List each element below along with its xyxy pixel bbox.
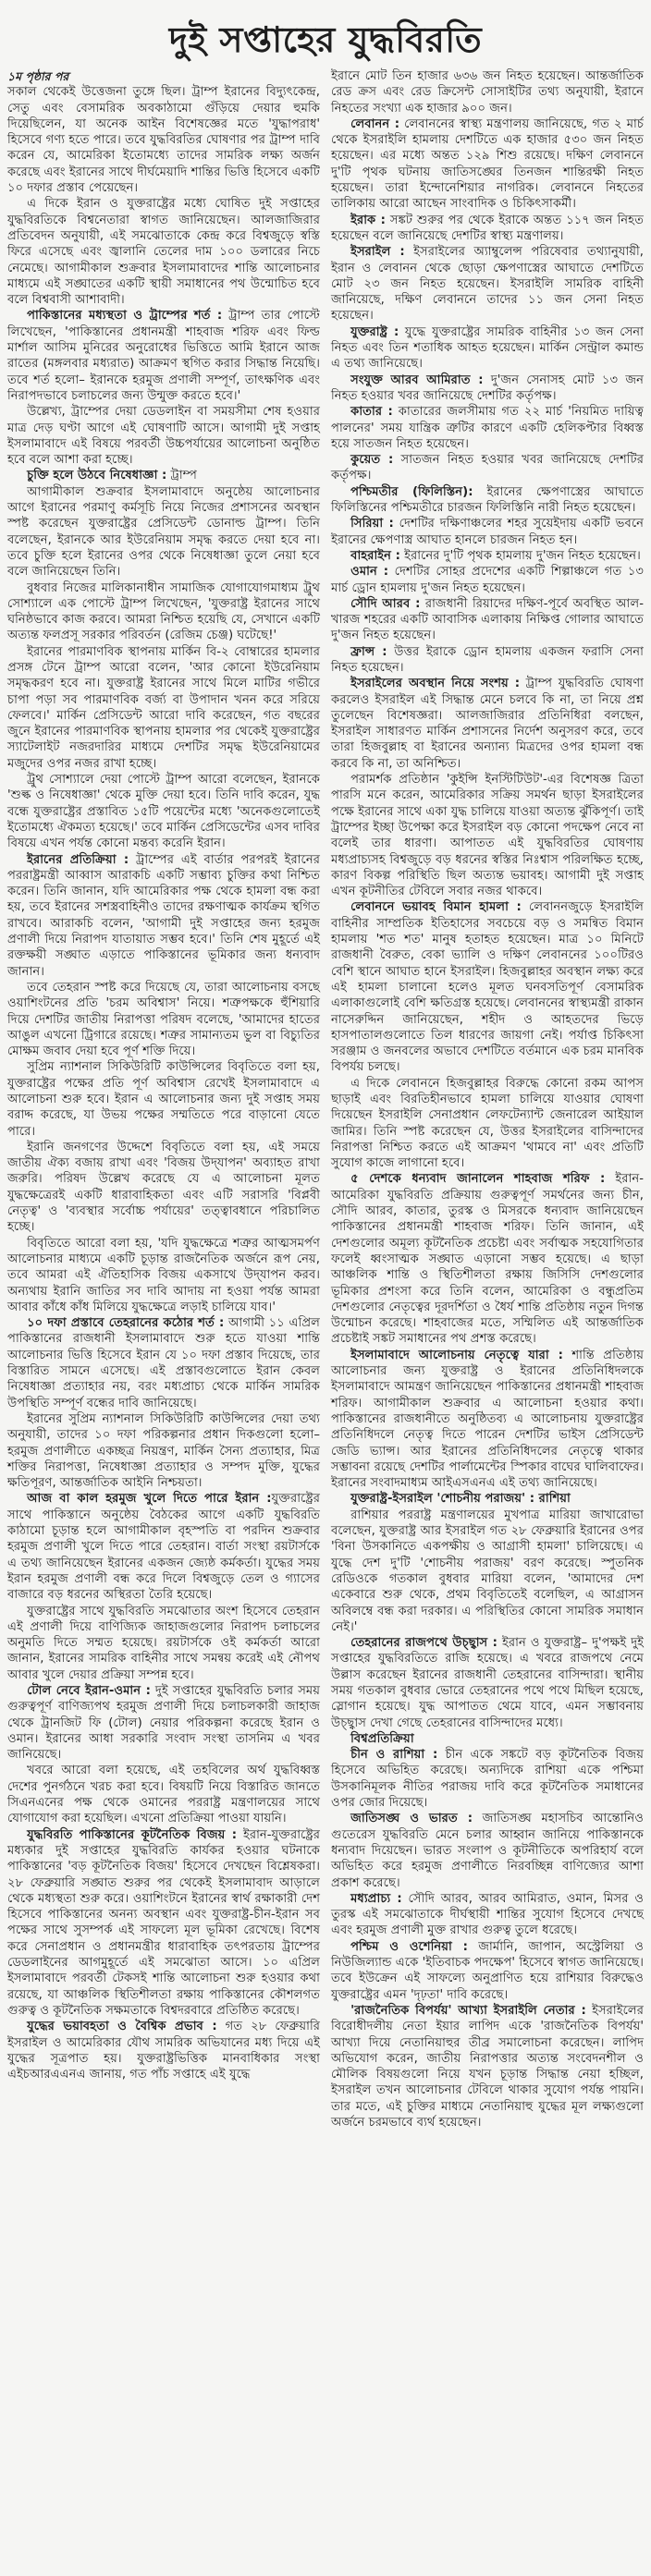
paragraph-subhead: সিরিয়া : (350, 517, 394, 531)
paragraph-text: উত্তর ইরাকে ড্রোন হামলায় একজন ফরাসি সেনা নিহত হয়েছেন। (331, 644, 644, 675)
article-paragraph (331, 516, 644, 548)
article-paragraph (331, 676, 644, 772)
paragraph-text: ট্রাম্প যুদ্ধবিরতি ঘোষণা করলেও ইসরাইল এই সিদ্ধান্ত মেনে চলবে কি না, তা নিয়ে প্রশ্ন তুলেছেন বিশেষজ্ঞরা। আলজাজিরার প্রতিনিধিরা বলছেন, ইসরাইল সাধারণত মার্কিন প্রশাসনের নির্দেশ অনুসরণ করে, তবে তারা হিজবুল্লাহ বা ইরানের অন্যান্য মিত্রদের ওপর হামলা বন্ধ করবে কি না, তা অনিশ্চিত। (331, 677, 644, 771)
paragraph-text: এ দিকে লেবাননে হিজবুল্লাহর বিরুদ্ধে কোনো রকম আপস ছাড়াই এবং বিরতিহীনভাবে হামলা চালিয়ে যাওয়ার ঘোষণা দিয়েছেন ইসরাইলি সেনাপ্রধান লেফটেন্যান্ট জেনারেল আইয়াল জামির। তিনি স্পষ্ট করেছেন যে, উত্তর ইসরাইলের বাসিন্দাদের নিরাপত্তা নিশ্চিত করতে এই আক্রমণ 'থামবে না' এবং প্রতিটি সুযোগ কাজে লাগানো হবে। (331, 1076, 644, 1171)
paragraph-text: ইরানি জনগণের উদ্দেশে বিবৃতিতে বলা হয়, এই সময়ে জাতীয় ঐক্য বজায় রাখা এবং 'বিজয় উদ্‌যাপন' অব্যাহত রাখা জরুরি। পরিষদ উল্লেখ করেছে যে এ আলোচনা মূলত যুদ্ধক্ষেত্রেরই একটি ধারাবাহিকতা এবং এটি সরাসরি 'বিপ্লবী নেতৃত্ব' ও 'ব্যবস্থার সর্বোচ্চ পর্যায়ের' তত্ত্বাবধানে পরিচালিত হচ্ছে। (7, 1140, 320, 1235)
paragraph-text: গত ২৮ ফেব্রুয়ারি ইসরাইল ও আমেরিকার যৌথ সামরিক অভিযানের মধ্য দিয়ে এই যুদ্ধের সূত্রপাত হয়। যুক্তরাষ্ট্রভিত্তিক মানবাধিকার সংস্থা এইচআরএএনএ জানায়, গত পাঁচ সপ্তাহে এই যুদ্ধে (7, 2020, 320, 2082)
paragraph-text: সাতজন নিহত হওয়ার খবর জানিয়েছে দেশটির কর্তৃপক্ষ। (331, 453, 644, 483)
paragraph-subhead: ৫ দেশকে ধন্যবাদ জানালেন শাহবাজ শরিফ : (350, 1172, 606, 1187)
paragraph-text: ট্রাম্পের এই বার্তার পরপরই ইরানের পররাষ্ট্রমন্ত্রী আব্বাস আরাকচি একটি সম্ভাব্য চুক্তির কথা নিশ্চিত করেন। তিনি জানান, যদি আমেরিকার পক্ষ থেকে হামলা বন্ধ করা হয়, তবে ইরানের সশস্ত্রবাহিনীও তাদের রক্ষণাত্মক কার্যক্রম স্থগিত রাখবে। আরাকচি বলেন, 'আগামী দুই সপ্তাহের জন্য হরমুজ প্রণালী দিয়ে নিরাপদ যাতায়াত সম্ভব হবে।' তিনি শেষ মুহূর্তে এই রক্তক্ষয়ী সঙ্ঘাত এড়াতে পাকিস্তানের ভূমিকার জন্য ধন্যবাদ জানান। (7, 852, 320, 979)
paragraph-subhead: চীন ও রাশিয়া : (350, 1748, 438, 1763)
paragraph-subhead: যুদ্ধবিরতি পাকিস্তানের কূটনৈতিক বিজয় : (27, 1827, 238, 1842)
paragraph-text: ইসরাইলের অ্যাম্বুলেন্স পরিষেবার তথ্যানুযায়ী, ইরান ও লেবানন থেকে ছোড়া ক্ষেপণাস্ত্রের আঘাতে দেশটিতে মোট ২৩ জন নিহত হয়েছেন। ইসরাইলি সামরিক বাহিনী জানিয়েছে, দক্ষিণ লেবাননে তাদের ১১ জন সেনা নিহত হয়েছেন। (331, 245, 644, 324)
paragraph-text: কাতারের জলসীমায় গত ২২ মার্চ 'নিয়মিত দায়িত্ব পালনের' সময় যান্ত্রিক ত্রুটির কারণে একটি হেলিকপ্টার বিধ্বস্ত হয়ে সাতজন নিহত হয়েছেন। (331, 405, 644, 451)
article-paragraph (7, 468, 320, 483)
article-paragraph (7, 772, 320, 851)
paragraph-text: লেবাননের স্বাস্থ্য মন্ত্রণালয় জানিয়েছে, গত ২ মার্চ থেকে ইসরাইলি হামলায় দেশটিতে এক হাজার ৫৩০ জন নিহত হয়েছেন। এর মধ্যে অন্তত ১২৯ শিশু রয়েছে। দক্ষিণ লেবাননে দু'টি পৃথক ঘটনায় জাতিসঙ্ঘের তিনজন শান্তিরক্ষী নিহত হয়েছেন। তারা ইন্দোনেশিয়ার নাগরিক। লেবাননে নিহতের তালিকায় আরো আছেন সাংবাদিক ও চিকিৎসাকর্মী। (331, 116, 644, 212)
article-paragraph (7, 84, 320, 196)
article-paragraph (7, 2019, 320, 2082)
article-paragraph (331, 324, 644, 372)
article-paragraph (7, 580, 320, 644)
paragraph-subhead: ফ্রান্স : (350, 644, 387, 659)
paragraph-text: ইরানের পারমাণবিক স্থাপনায় মার্কিন বি-২ বোম্বারের হামলার প্রসঙ্গ টেনে ট্রাম্প আরো বলেন, 'আর কোনো ইউরেনিয়াম সমৃদ্ধকরণ হবে না। যুক্তরাষ্ট্র ইরানের সাথে মিলে মাটির গভীরে চাপা পড়া সব পারমাণবিক বর্জ্য বা উপাদান খনন করে সরিয়ে ফেলবে।' মার্কিন প্রেসিডেন্ট আরো দাবি করেছেন, গত বছরের জুনে ইরানের পারমাণবিক স্থাপনায় হামলার পর থেকেই যুক্তরাষ্ট্রের স্যাটেলাইট নজরদারির মাধ্যমে দেশটির সমৃদ্ধ ইউরেনিয়ামের মজুদের ওপর নজর রাখা হচ্ছে। (7, 644, 320, 771)
paragraph-subhead: আজ বা কাল হরমুজ খুলে দিতে পারে ইরান : (27, 1492, 272, 1507)
article-body (0, 63, 651, 2130)
article-paragraph (7, 1059, 320, 1139)
paragraph-text: উল্লেখ্য, ট্রাম্পের দেয়া ডেডলাইন বা সময়সীমা শেষ হওয়ার মাত্র দেড় ঘণ্টা আগে এই ঘোষণাটি আসে। আগামী দুই সপ্তাহ ইসলামাবাদে এই বিষয়ে পরবর্তী উচ্চপর্যায়ের আলোচনা অনুষ্ঠিত হবে বলে আশা করা হচ্ছে। (7, 405, 320, 468)
left-column (7, 68, 320, 2130)
article-paragraph (331, 1811, 644, 1890)
paragraph-text: ইরানের সুপ্রিম ন্যাশনাল সিকিউরিটি কাউন্সিলের দেয়া তথ্য অনুযায়ী, তাদের ১০ দফা পরিকল্পনার প্রধান দিকগুলো হলো– হরমুজ প্রণালীতে একচ্ছত্র নিয়ন্ত্রণ, মার্কিন সৈন্য প্রত্যাহার, মিত্র শক্তির নিরাপত্তা, নিষেধাজ্ঞা প্রত্যাহার ও সম্পদ মুক্তি, যুদ্ধের ক্ষতিপূরণ, আন্তর্জাতিক আইনি নিশ্চয়তা। (7, 1411, 320, 1491)
article-paragraph (7, 1604, 320, 1683)
article-paragraph (331, 244, 644, 324)
paragraph-text: যুক্তরাষ্ট্রের সাথে পাকিস্তানে অনুষ্ঠেয় বৈঠকের আগে একটি যুদ্ধবিরতি কাঠামো চূড়ান্ত হলে আগামীকাল বৃহস্পতি বা পরদিন শুক্রবার হরমুজ প্রণালী খুলে দিতে পারে তেহরান। বার্তা সংস্থা রয়টার্সকে এ তথ্য জানিয়েছেন ইরানের একজন জ্যেষ্ঠ কর্মকর্তা। যুদ্ধের সময় ইরান হরমুজ প্রণালী বন্ধ করে দিলে বিশ্বজুড়ে তেল ও গ্যাসের বাজারে বড় ধরনের অস্থিরতা তৈরি হয়েছে। (7, 1492, 320, 1603)
paragraph-text: আগামী ১১ এপ্রিল পাকিস্তানের রাজধানী ইসলামাবাদে শুরু হতে যাওয়া শান্তি আলোচনার ভিত্তি হিসেবে ইরান যে ১০ দফা প্রস্তাব দিয়েছে, তার বিস্তারিত সামনে এসেছে। এই প্রস্তাবগুলোতে ইরান কেবল নিষেধাজ্ঞা প্রত্যাহার নয়, বরং মধ্যপ্রাচ্য থেকে মার্কিন সামরিক উপস্থিতি সম্পূর্ণ বন্ধের দাবি জানিয়েছে। (7, 1316, 320, 1410)
paragraph-text: যুক্তরাষ্ট্রের সাথে যুদ্ধবিরতি সমঝোতার অংশ হিসেবে তেহরান এই প্রণালী দিয়ে বাণিজ্যিক জাহাজগুলোর নিরাপদ চলাচলের অনুমতি দিতে সম্মত হয়েছে। রয়টার্সকে ওই কর্মকর্তা আরো জানান, ইরানের সামরিক বাহিনীর সাথে সমন্বয় করেই এই নৌপথ আবার খুলে দেয়ার প্রক্রিয়া সম্পন্ন হবে। (7, 1604, 320, 1682)
paragraph-text: ইরান-যুক্তরাষ্ট্রের মধ্যকার দুই সপ্তাহের যুদ্ধবিরতি কার্যকর হওয়ার ঘটনাকে পাকিস্তানের 'বড় কূটনৈতিক বিজয়' হিসেবে দেখছেন বিশ্লেষকরা। ২৮ ফেব্রুয়ারি সঙ্ঘাত শুরুর পর থেকেই ইসলামাবাদ আড়ালে থেকে মধ্যস্থতা শুরু করে। ওয়াশিংটনে ইরানের স্বার্থ রক্ষাকারী দেশ হিসেবে পাকিস্তানের অনন্য অবস্থান এবং যুক্তরাষ্ট্র-চীন-ইরান সব পক্ষের সাথে সুসম্পর্ক এই সাফল্যে মূল ভূমিকা রেখেছে। বিশেষ করে সেনাপ্রধান ও প্রধানমন্ত্রীর ধারাবাহিক তৎপরতায় ট্রাম্পের ডেডলাইনের আগমুহূর্তে এই সমঝোতা আসে। ১০ এপ্রিল ইসলামাবাদে পরবর্তী টেকসই শান্তি আলোচনা শুরু হওয়ার কথা রয়েছে, যা আঞ্চলিক স্থিতিশীলতা রক্ষায় পাকিস্তানের কৌশলগত গুরুত্ব ও কূটনৈতিক সক্ষমতাকে বিশ্বদরবারে প্রতিষ্ঠিত করেছে। (7, 1827, 320, 2018)
article-paragraph (331, 452, 644, 484)
paragraph-text: সুপ্রিম ন্যাশনাল সিকিউরিটি কাউন্সিলের বিবৃতিতে বলা হয়, যুক্তরাষ্ট্রের পক্ষের প্রতি পূর্ণ অবিশ্বাস রেখেই ইসলামাবাদে এ আলোচনা শুরু হবে। ইরান এ আলোচনার জন্য দুই সপ্তাহ সময় বরাদ্দ করেছে, যা উভয় পক্ষের সম্মতিতে পরে বাড়ানো যেতে পারে। (7, 1060, 320, 1139)
continued-from-label: ১ম পৃষ্ঠার পর (7, 69, 69, 83)
article-paragraph (331, 1348, 644, 1492)
paragraph-text: চীন একে সঙ্কটে বড় কূটনৈতিক বিজয় হিসেবে অভিহিত করেছে। অন্যদিকে রাশিয়া একে পশ্চিমা উসকানিমূলক নীতির পরাজয় দাবি করে কূটনৈতিক সমাধানের ওপর জোর দিয়েছে। (331, 1748, 644, 1811)
paragraph-text: দেশটির সোহর প্রদেশের একটি শিল্পাঞ্চলে গত ১৩ মার্চ ড্রোন হামলায় দু'জন নিহত হয়েছেন। (331, 565, 645, 595)
article-paragraph (331, 1747, 644, 1811)
paragraph-subhead: পশ্চিম ও ওশেনিয়া : (350, 1939, 468, 1954)
article-paragraph (7, 196, 320, 308)
paragraph-subhead: ইরাক : (350, 213, 386, 227)
article-paragraph (7, 308, 320, 404)
article-paragraph (331, 596, 644, 644)
article-paragraph (331, 644, 644, 677)
article-paragraph (331, 772, 644, 899)
paragraph-subhead: ১০ দফা প্রস্তাবে তেহরানের কঠোর শর্ত : (27, 1316, 225, 1331)
paragraph-text: শান্তি প্রতিষ্ঠায় আলোচনার জন্য যুক্তরাষ্ট্র ও ইরানের প্রতিনিধিদলকে ইসলামাবাদে আমন্ত্রণ জানিয়েছেন পাকিস্তানের প্রধানমন্ত্রী শাহবাজ শরিফ। আগামীকাল শুক্রবার এ আলোচনা হওয়ার কথা। পাকিস্তানের রাজধানীতে অনুষ্ঠিতব্য এ আলোচনায় যুক্তরাষ্ট্রের প্রতিনিধিদলে নেতৃত্ব দিতে পারেন দেশটির ভাইস প্রেসিডেন্ট জেডি ভ্যান্স। আর ইরানের প্রতিনিধিদলের নেতৃত্বে থাকার সম্ভাবনা রয়েছে দেশটির পার্লামেন্টের স্পিকার বাঘের ঘালিবাফের। ইরানের সংবাদমাধ্যম আইএসএনএ এই তথ্য জানিয়েছে। (331, 1348, 644, 1491)
paragraph-subhead: বিশ্বপ্রতিক্রিয়া (350, 1731, 414, 1746)
article-paragraph (331, 484, 644, 517)
paragraph-subhead: ইসরাইল : (350, 245, 405, 260)
paragraph-text: ট্রাম্প তার পোস্টে লিখেছেন, 'পাকিস্তানের প্রধানমন্ত্রী শাহবাজ শরিফ এবং ফিল্ড মার্শাল আসিম মুনিরের অনুরোধের ভিত্তিতে আমি ইরানে আজ রাতের (মঙ্গলবার মধ্যরাত) আক্রমণ স্থগিত করার সিদ্ধান্ত নিয়েছি। তবে শর্ত হলো– ইরানকে হরমুজ প্রণালী সম্পূর্ণ, তাৎক্ষণিক এবং নিরাপদভাবে চলাচলের জন্য উন্মুক্ত করতে হবে।' (7, 309, 320, 403)
paragraph-text: জাতিসঙ্ঘ মহাসচিব আন্তোনিও গুতেরেস যুদ্ধবিরতি মেনে চলার আহ্বান জানিয়ে পাকিস্তানকে ধন্যবাদ দিয়েছেন। ভারত সংলাপ ও কূটনীতিকে অপরিহার্য বলে অভিহিত করে হরমুজ প্রণালীতে নিরবচ্ছিন্ন বাণিজ্যের আশা প্রকাশ করেছে। (331, 1812, 644, 1890)
paragraph-text: ট্রাম্প (166, 469, 198, 483)
paragraph-text: যুদ্ধে যুক্তরাষ্ট্রের সামরিক বাহিনীর ১৩ জন সেনা নিহত এবং তিন শতাধিক আহত হয়েছেন। মার্কিন সেন্ট্রাল কমান্ড এ তথ্য জানিয়েছে। (331, 324, 644, 372)
paragraph-subhead: বাহরাইন : (350, 548, 400, 563)
article-paragraph (331, 372, 644, 405)
paragraph-subhead: ওমান : (350, 565, 389, 580)
paragraph-subhead: পশ্চিমতীর (ফিলিস্তিন): (350, 484, 473, 499)
paragraph-text: দু'জন সেনাসহ মোট ১৩ জন নিহত হওয়ার খবর জানিয়েছে দেশটির কর্তৃপক্ষ। (331, 372, 644, 403)
paragraph-text: জার্মানি, জাপান, অস্ট্রেলিয়া ও নিউজিল্যান্ড একে 'ইতিবাচক পদক্ষেপ' হিসেবে স্বাগত জানিয়েছে। তবে ইউক্রেন এই সাফল্যে অনুপ্রাণিত হয়ে রাশিয়ার বিরুদ্ধেও যুক্তরাষ্ট্রের এমন 'দৃঢ়তা' দাবি করেছে। (331, 1939, 645, 2002)
article-paragraph (331, 404, 644, 452)
article-paragraph (7, 1827, 320, 2020)
paragraph-subhead: যুক্তরাষ্ট্র : (350, 324, 399, 339)
paragraph-text: ইসরাইলের বিরোধীদলীয় নেতা ইয়ার লাপিদ একে 'রাজনৈতিক বিপর্যয়' আখ্যা দিয়ে নেতানিয়াহুর তীব্র সমালোচনা করেছেন। লাপিদ অভিযোগ করেন, জাতীয় নিরাপত্তার অত্যন্ত সংবেদনশীল ও মৌলিক বিষয়গুলো নিয়ে যখন চূড়ান্ত সিদ্ধান্ত নেয়া হচ্ছিল, ইসরাইল তখন আলোচনার টেবিলে থাকার সুযোগ পর্যন্ত পায়নি। তার মতে, এই চুক্তির মাধ্যমে নেতানিয়াহু যুদ্ধের মূল লক্ষ্যগুলো অর্জনে চরমভাবে ব্যর্থ হয়েছেন। (331, 2003, 644, 2130)
article-paragraph (331, 116, 644, 213)
article-paragraph (7, 1763, 320, 1826)
paragraph-subhead: পাকিস্তানের মধ্যস্থতা ও ট্রাম্পের শর্ত : (27, 309, 223, 324)
paragraph-text: ইরান ও যুক্তরাষ্ট্র– দু'পক্ষই দুই সপ্তাহের যুদ্ধবিরতিতে রাজি হয়েছে। এ খবরে রাজপথে নেমে উল্লাস করেছেন ইরানের রাজধানী তেহরানের বাসিন্দারা। স্থানীয় সময় গতকাল বুধবার ভোরে তেহরানের পথে পথে মিছিল হয়েছে, স্লোগান হয়েছে। যুদ্ধ আপাতত থেমে যাবে, এমন সম্ভাবনায় উচ্ছ্বাস দেখা গেছে তেহরানের বাসিন্দাদের মধ্যে। (331, 1636, 645, 1730)
article-paragraph (331, 548, 644, 564)
article-paragraph (7, 404, 320, 468)
article-paragraph (331, 1939, 644, 2003)
paragraph-subhead: ইসলামাবাদে আলোচনায় নেতৃত্বে যারা : (350, 1348, 563, 1362)
paragraph-text: রাজধানী রিয়াদের দক্ষিণ-পূর্বে অবস্থিত আল-খারজ শহরের একটি আবাসিক এলাকায় নিক্ষিপ্ত গোলার আঘাতে দু'জন নিহত হয়েছেন। (331, 596, 644, 643)
paragraph-text: সৌদি আরব, আরব আমিরাত, ওমান, মিসর ও তুরস্ক এই সমঝোতাকে দীর্ঘস্থায়ী শান্তির সুযোগ হিসেবে দেখছে এবং হরমুজ প্রণালী মুক্ত রাখার গুরুত্ব তুলে ধরেছে। (331, 1891, 644, 1938)
paragraph-text: দুই সপ্তাহের যুদ্ধবিরতি চলার সময় গুরুত্বপূর্ণ বাণিজ্যপথ হরমুজ প্রণালী দিয়ে চলাচলকারী জাহাজ থেকে ট্রানজিট ফি (টোল) নেয়ার পরিকল্পনা করেছে ইরান ও ওমান। ইরানের আধা সরকারি সংবাদ সংস্থা তাসনিম এ খবর জানিয়েছে। (7, 1683, 320, 1763)
paragraph-text: ইরান-আমেরিকা যুদ্ধবিরতি প্রক্রিয়ায় গুরুত্বপূর্ণ সমর্থনের জন্য চীন, সৌদি আরব, কাতার, তুরস্ক ও মিসরকে ধন্যবাদ জানিয়েছেন পাকিস্তানের প্রধানমন্ত্রী শাহবাজ শরিফ। তিনি জানান, এই দেশগুলোর অমূল্য কূটনৈতিক প্রচেষ্টা এবং সর্বাত্মক সহযোগিতার ফলেই ধ্বংসাত্মক সঙ্ঘাত এড়ানো সম্ভব হয়েছে। এ ছাড়া আঞ্চলিক শান্তি ও স্থিতিশীলতা রক্ষায় জিসিসি দেশগুলোর ভূমিকার প্রশংসা করে তিনি বলেন, আমেরিকা ও বন্ধুপ্রতিম দেশগুলোর নেতৃত্বের দূরদর্শিতা ও ধৈর্য শান্তি প্রতিষ্ঠায় নতুন দিগন্ত উন্মোচন করেছে। শাহবাজের মতে, সম্মিলিত এই আন্তর্জাতিক প্রচেষ্টাই সঙ্কট সমাধানের পথ প্রশস্ত করেছে। (331, 1172, 644, 1347)
article-paragraph (331, 1891, 644, 1939)
article-paragraph (331, 68, 644, 116)
paragraph-subhead: কুয়েত : (350, 453, 394, 468)
paragraph-text: দেশটির দক্ষিণাঞ্চলের শহর সুয়েইদায় একটি ভবনে ইরানের ক্ষেপণাস্ত্র আঘাত হানলে চারজন নিহত হন। (331, 517, 644, 547)
paragraph-text: লেবাননজুড়ে ইসরাইলি বাহিনীর সাম্প্রতিক ইতিহাসের সবচেয়ে বড় ও সমন্বিত বিমান হামলায় 'শত শত' মানুষ হতাহত হয়েছেন। মাত্র ১০ মিনিটে রাজধানী বৈরুত, বেকা ভ্যালি ও দক্ষিণ লেবাননের ১০০টিরও বেশি স্থানে আঘাত হানে ইসরাইল। হিজবুল্লাহর অবস্থান লক্ষ্য করে এই হামলা চালানো হলেও মূলত ঘনবসতিপূর্ণ বেসামরিক এলাকাগুলোই বেশি ক্ষতিগ্রস্ত হয়েছে। লেবাননের স্বাস্থ্যমন্ত্রী রাকান নাসেরুদ্দিন জানিয়েছেন, শহীদ ও আহতদের ভিড়ে হাসপাতালগুলোতে তিল ধারণের জায়গা নেই। পর্যাপ্ত চিকিৎসা সরঞ্জাম ও জনবলের অভাবে দেশটিতে বর্তমানে এক চরম মানবিক বিপর্যয় চলছে। (331, 900, 644, 1075)
article-paragraph (331, 564, 644, 596)
paragraph-text: বুধবার নিজের মালিকানাধীন সামাজিক যোগাযোগমাধ্যম ট্রুথ সোশ্যালে এক পোস্টে ট্রাম্প লিখেছেন, 'যুক্তরাষ্ট্র ইরানের সাথে ঘনিষ্ঠভাবে কাজ করবে। আমরা নিশ্চিত হয়েছি যে, সেখানে একটি অত্যন্ত ফলপ্রসূ সরকার পরিবর্তন (রেজিম চেঞ্জ) ঘটেছে!' (7, 580, 320, 643)
paragraph-text: রাশিয়ার পররাষ্ট্র মন্ত্রণালয়ের মুখপাত্র মারিয়া জাখারোভা বলেছেন, যুক্তরাষ্ট্র আর ইসরাইল গত ২৮ ফেব্রুয়ারি ইরানের ওপর 'বিনা উসকানিতে একপক্ষীয় ও আগ্রাসী হামলা' চালিয়েছে। এ যুদ্ধে দেশ দু'টি 'শোচনীয় পরাজয়' বরণ করেছে। স্পুতনিক রেডিওকে গতকাল বুধবার মারিয়া বলেন, 'আমাদের দেশ একেবারে শুরু থেকে, প্রথম বিবৃতিতেই বলেছিল, এ আগ্রাসন অবিলম্বে বন্ধ করা দরকার। এ পরিস্থিতির কোনো সামরিক সমাধান নেই।' (331, 1508, 644, 1634)
paragraph-text: ইরানের ক্ষেপণাস্ত্রের আঘাতে ফিলিস্তিনের পশ্চিমতীরে চারজন ফিলিস্তিনি নারী নিহত হয়েছেন। (331, 484, 644, 516)
paragraph-subhead: যুদ্ধের ভয়াবহতা ও বৈশ্বিক প্রভাব : (27, 2020, 217, 2034)
article-paragraph (7, 852, 320, 980)
article-paragraph (331, 899, 644, 1075)
paragraph-subhead: মধ্যপ্রাচ্য : (350, 1891, 402, 1906)
paragraph-text: পরামর্শক প্রতিষ্ঠান 'কুইন্সি ইনস্টিটিউট'-এর বিশেষজ্ঞ ত্রিতা পারসি মনে করেন, আমেরিকার সক্রিয় সমর্থন ছাড়া ইসরাইলের পক্ষে ইরানের সাথে একা যুদ্ধ চালিয়ে যাওয়া অত্যন্ত ঝুঁকিপূর্ণ। তাই ট্রাম্পের ইচ্ছা উপেক্ষা করে ইসরাইল বড় কোনো পদক্ষেপ নেবে না বলেই তার ধারণা। আপাতত এই যুদ্ধবিরতির ঘোষণায় মধ্যপ্রাচ্যসহ বিশ্বজুড়ে বড় ধরনের স্বস্তির নিঃশ্বাস পরিলক্ষিত হচ্ছে, কারণ বিকল্প পরিস্থিতি ছিল অত্যন্ত ভয়াবহ। আগামী দুই সপ্তাহ এখন কূটনীতির টেবিলে সবার নজর থাকবে। (331, 773, 644, 899)
paragraph-subhead: কাতার : (350, 405, 393, 420)
article-paragraph (7, 980, 320, 1059)
paragraph-text: তবে তেহরান স্পষ্ট করে দিয়েছে যে, তারা আলোচনায় বসছে ওয়াশিংটনের প্রতি 'চরম অবিশ্বাস' নিয়ে। শত্রুপক্ষকে হুঁশিয়ারি দিয়ে দেশটির জাতীয় নিরাপত্তা পরিষদ বলেছে, 'আমাদের হাতের আঙুল এখনো ট্রিগারে রয়েছে। শত্রুর সামান্যতম ভুল বা বিচ্যুতির মোক্ষম জবাব দেয়া হবে পূর্ণ শক্তি দিয়ে। (7, 980, 320, 1059)
article-paragraph (331, 1171, 644, 1347)
article-paragraph (331, 1508, 644, 1635)
article-paragraph (7, 1315, 320, 1411)
paragraph-text: সঙ্কট শুরুর পর থেকে ইরাকে অন্তত ১১৭ জন নিহত হয়েছেন বলে জানিয়েছে দেশটির স্বাস্থ্য মন্ত্রণালয়। (331, 213, 644, 243)
article-paragraph (331, 1731, 644, 1747)
paragraph-subhead: চুক্তি হলে উঠবে নিষেধাজ্ঞা : (27, 469, 167, 483)
headline: দুই সপ্তাহের যুদ্ধবিরতি (168, 18, 483, 60)
article-paragraph (7, 484, 320, 580)
article-paragraph (7, 1491, 320, 1603)
article-paragraph (331, 1491, 644, 1507)
paragraph-text: বিবৃতিতে আরো বলা হয়, 'যদি যুদ্ধক্ষেত্রে শত্রুর আত্মসমর্পণ আলোচনার মাধ্যমে একটি চূড়ান্ত রাজনৈতিক অর্জনে রূপ নেয়, তবে আমরা এই ঐতিহাসিক বিজয় একসাথে উদ্‌যাপন করব। অন্যথায় ইরানি জাতির সব দাবি আদায় না হওয়া পর্যন্ত আমরা আবার কাঁধে কাঁধ মিলিয়ে যুদ্ধক্ষেত্রে লড়াই চালিয়ে যাব।' (7, 1236, 320, 1314)
paragraph-text: ইরানে মোট তিন হাজার ৬৩৬ জন নিহত হয়েছেন। আন্তর্জাতিক রেড ক্রস এবং রেড ক্রিসেন্ট সোসাইটির তথ্য অনুযায়ী, ইরানে নিহতের সংখ্যা এক হাজার ৯০০ জন। (331, 69, 644, 116)
article-paragraph (331, 213, 644, 245)
paragraph-text: ট্রুথ সোশ্যালে দেয়া পোস্টে ট্রাম্প আরো বলেছেন, ইরানকে 'শুল্ক ও নিষেধাজ্ঞা' থেকে মুক্তি দেয়া হবে। তিনি দাবি করেন, যুদ্ধ বন্ধে যুক্তরাষ্ট্রের প্রস্তাবিত ১৫টি পয়েন্টের মধ্যে 'অনেকগুলোতেই ইতোমধ্যে ঐকমত্য হয়েছে।' তবে মার্কিন প্রেসিডেন্টের এসব দাবির বিষয়ে এখন পর্যন্ত কোনো মন্তব্য করেনি ইরান। (7, 773, 320, 851)
paragraph-subhead: লেবাননে ভয়াবহ বিমান হামলা : (350, 900, 522, 915)
article-paragraph (331, 1076, 644, 1172)
paragraph-subhead: ইসরাইলের অবস্থান নিয়ে সংশয় : (350, 677, 521, 691)
article-paragraph (7, 1140, 320, 1236)
paragraph-subhead: তেহরানের রাজপথে উচ্ছ্বাস : (350, 1636, 497, 1651)
paragraph-text: আগামীকাল শুক্রবার ইসলামাবাদে অনুষ্ঠেয় আলোচনার আগে ইরানের পরমাণু কর্মসূচি নিয়ে নিজের প্রশাসনের অবস্থান স্পষ্ট করেছেন যুক্তরাষ্ট্রের প্রেসিডেন্ট ডোনাল্ড ট্রাম্প। তিনি বলেছেন, ইরানকে আর ইউরেনিয়াম সমৃদ্ধ করতে দেয়া হবে না। তবে চুক্তি হলে ইরানের ওপর থেকে নিষেধাজ্ঞা তুলে নেয়া হবে বলে জানিয়েছেন তিনি। (7, 484, 320, 580)
article-paragraph (7, 1236, 320, 1315)
paragraph-subhead: সংযুক্ত আরব আমিরাত : (350, 372, 484, 387)
article-paragraph (7, 1411, 320, 1491)
paragraph-subhead: টোল নেবে ইরান-ওমান : (27, 1683, 151, 1698)
paragraph-subhead: যুক্তরাষ্ট্র-ইসরাইল 'শোচনীয় পরাজয়' : রাশিয়া (350, 1492, 571, 1507)
right-column (331, 68, 644, 2130)
paragraph-text: সকাল থেকেই উত্তেজনা তুঙ্গে ছিল। ট্রাম্প ইরানের বিদ্যুৎকেন্দ্র, সেতু এবং বেসামরিক অবকাঠামো গুঁড়িয়ে দেয়ার হুমকি দিয়েছিলেন, যা অনেক আইন বিশেষজ্ঞের মতে 'যুদ্ধাপরাধ' হিসেবে গণ্য হতে পারে। তবে যুদ্ধবিরতির ঘোষণার পর ট্রাম্প দাবি করেন যে, আমেরিকা ইতোমধ্যে তাদের সামরিক লক্ষ্য অর্জন করেছে এবং ইরানের সাথে দীর্ঘমেয়াদি শান্তির ভিত্তি হিসেবে একটি ১০ দফার প্রস্তাব পেয়েছেন। (7, 85, 320, 196)
article-paragraph (331, 1635, 644, 1731)
paragraph-subhead: লেবানন : (350, 116, 399, 131)
paragraph-subhead: জাতিসঙ্ঘ ও ভারত : (350, 1812, 473, 1826)
paragraph-subhead: 'রাজনৈতিক বিপর্যয়' আখ্যা ইসরাইলি নেতার : (350, 2003, 586, 2018)
article-paragraph (7, 1683, 320, 1763)
article-paragraph (7, 644, 320, 772)
paragraph-text: এ দিকে ইরান ও যুক্তরাষ্ট্রের মধ্যে ঘোষিত দুই সপ্তাহের যুদ্ধবিরতিকে বিশ্বনেতারা স্বাগত জানিয়েছেন। আলজাজিরার প্রতিবেদন অনুযায়ী, এই সমঝোতাকে কেন্দ্র করে বিশ্বজুড়ে স্বস্তি ফিরে এসেছে এবং জ্বালানি তেলের দাম ১০০ ডলারের নিচে নেমেছে। আগামীকাল শুক্রবার ইসলামাবাদের শান্তি আলোচনার মাধ্যমে এই সঙ্ঘাতের একটি স্থায়ী সমাধানের পথ উন্মোচিত হবে বলে বিশ্ববাসী আশাবাদী। (7, 197, 320, 308)
article-paragraph (331, 2003, 644, 2130)
paragraph-subhead: সৌদি আরব : (350, 596, 421, 611)
paragraph-subhead: ইরানের প্রতিক্রিয়া : (27, 852, 129, 867)
paragraph-text: ইরানের দু'টি পৃথক হামলায় দু'জন নিহত হয়েছেন। (399, 548, 641, 563)
paragraph-text: খবরে আরো বলা হয়েছে, এই তহবিলের অর্থ যুদ্ধবিধ্বস্ত দেশের পুনর্গঠনে খরচ করা হবে। বিষয়টি নিয়ে বিস্তারিত জানতে সিএনএনের পক্ষ থেকে ওমানের পররাষ্ট্র মন্ত্রণালয়ের সাথে যোগাযোগ করা হয়েছিল। এখনো প্রতিক্রিয়া পাওয়া যায়নি। (7, 1764, 320, 1826)
